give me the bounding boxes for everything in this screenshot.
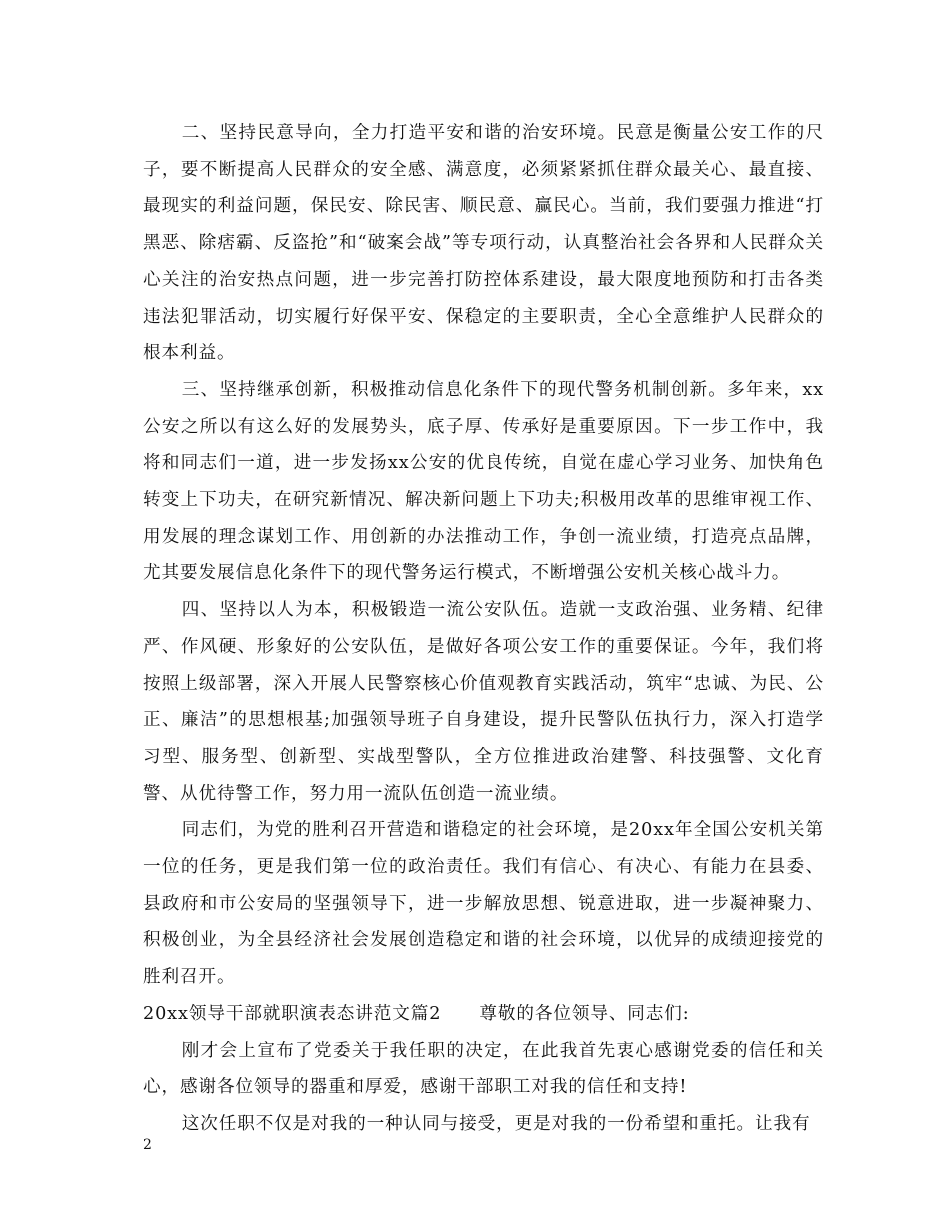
paragraph-3: 三、坚持继承创新，积极推动信息化条件下的现代警务机制创新。多年来，xx公安之所以有这么好的发展势头，底子厚、传承好是重要原因。下一步工作中，我将和同志们一道，进一步发扬xx公安的优良传统，自觉在虚心学习业务、加快角色转变上下功夫，在研究新情况、解决新问题上下功夫;积极用改革的思维审视工作、用发展的理念谋划工作、用创新的办法推动工作，争创一流业绩，打造亮点品牌，尤其要发展信息化条件下的现代警务运行模式，不断增强公安机关核心战斗力。 [143,379,824,584]
paragraph-after-1: 刚才会上宣布了党委关于我任职的决定，在此我首先衷心感谢党委的信任和关心，感谢各位领导的器重和厚爱，感谢干部职工对我的信任和支持! [143,1040,824,1098]
salutation: 尊敬的各位领导、同志们: [479,1003,690,1024]
section-heading-line [143,996,824,1033]
paragraph-4: 四、坚持以人为本，积极锻造一流公安队伍。造就一支政治强、业务精、纪律严、作风硬、形象好的公安队伍，是做好各项公安工作的重要保证。今年，我们将按照上级部署，深入开展人民警察核心价值观教育实践活动，筑牢“忠诚、为民、公正、廉洁”的思想根基;加强领导班子自身建设，提升民警队伍执行力，深入打造学习型、服务型、创新型、实战型警队，全方位推进政治建警、科技强警、文化育警、从优待警工作，努力用一流队伍创造一流业绩。 [143,600,824,804]
paragraph-closing: 同志们，为党的胜利召开营造和谐稳定的社会环境，是20xx年全国公安机关第一位的任务，更是我们第一位的政治责任。我们有信心、有决心、有能力在县委、县政府和市公安局的坚强领导下，进一步解放思想、锐意进取，进一步凝神聚力、积极创业，为全县经济社会发展创造稳定和谐的社会环境，以优异的成绩迎接党的胜利召开。 [143,820,824,988]
page-number: 2 [143,1137,152,1153]
document-body [143,115,824,1143]
paragraph-2: 二、坚持民意导向，全力打造平安和谐的治安环境。民意是衡量公安工作的尺子，要不断提高人民群众的安全感、满意度，必须紧紧抓住群众最关心、最直接、最现实的利益问题，保民安、除民害、顺民意、赢民心。当前，我们要强力推进“打黑恶、除痞霸、反盗抢”和“破案会战”等专项行动，认真整治社会各界和人民群众关心关注的治安热点问题，进一步完善打防控体系建设，最大限度地预防和打击各类违法犯罪活动，切实履行好保平安、保稳定的主要职责，全心全意维护人民群众的根本利益。 [143,123,824,364]
section-title: 20xx领导干部就职演表态讲范文篇2 [143,1003,442,1024]
paragraph-after-2: 这次任职不仅是对我的一种认同与接受，更是对我的一份希望和重托。让我有 [181,1113,811,1134]
